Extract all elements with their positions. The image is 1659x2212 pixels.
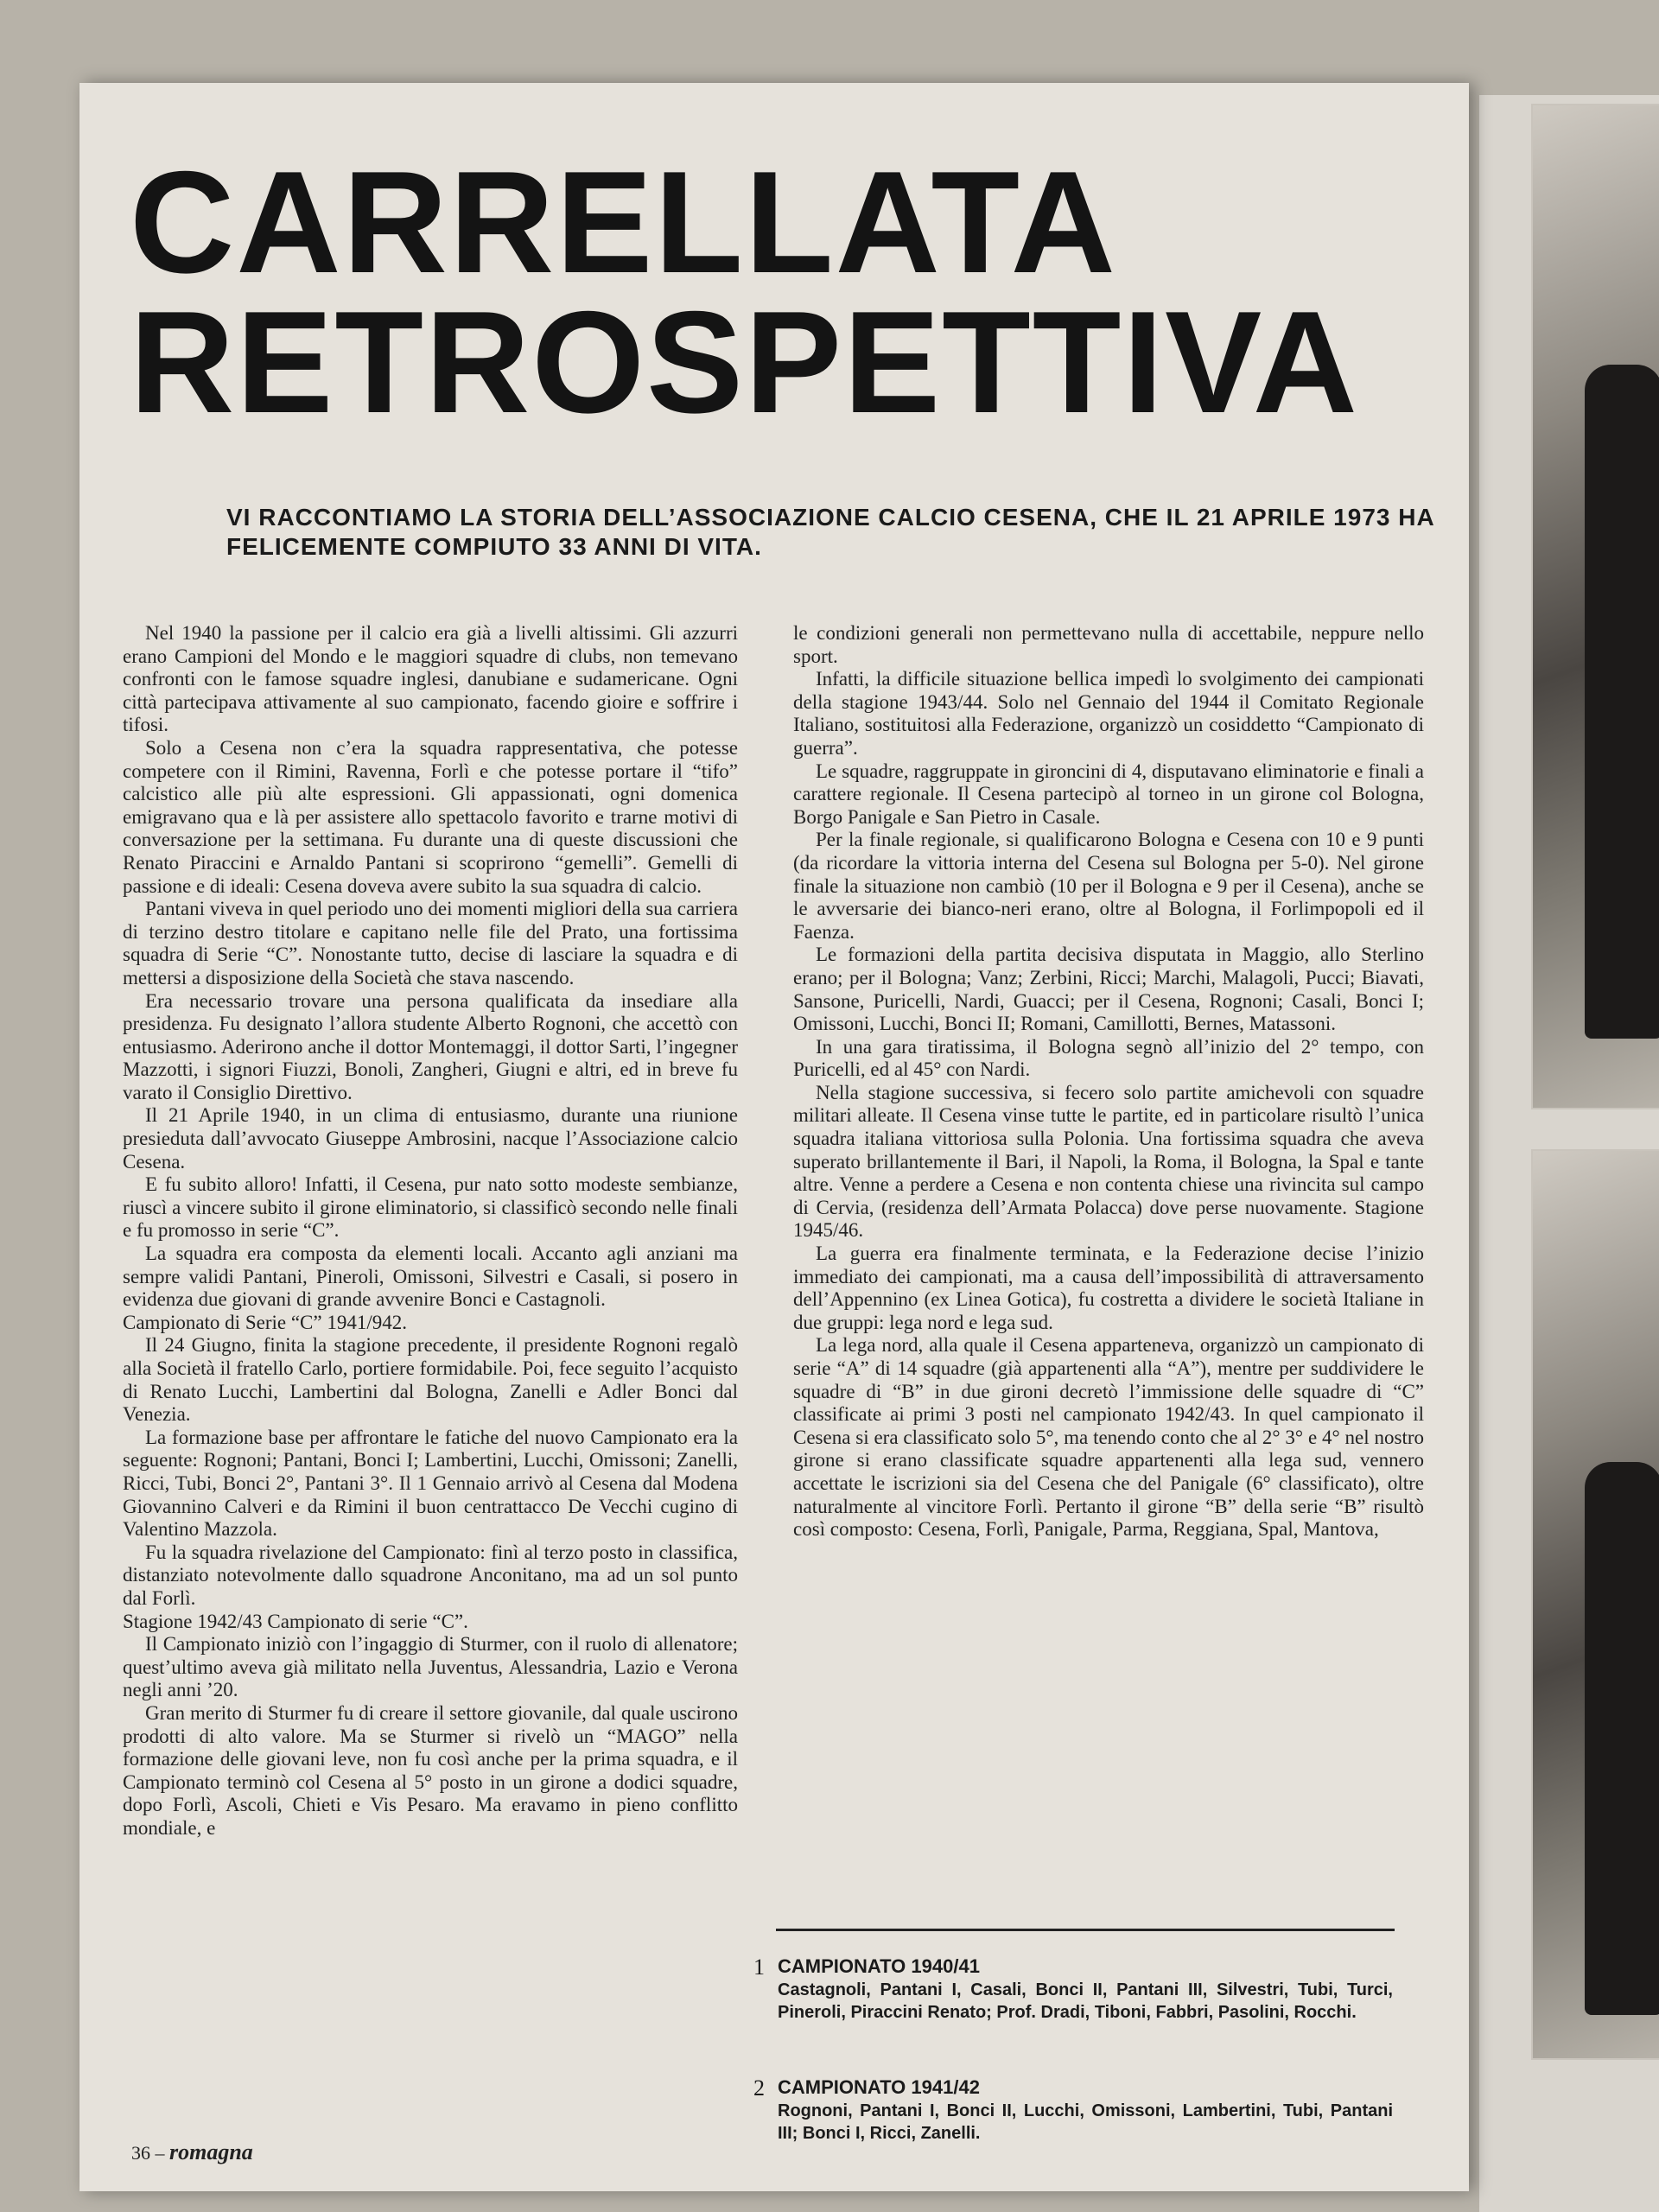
paragraph: Solo a Cesena non c’era la squadra rappresentativa, che potesse competere con il Rimini, Ravenna, Forlì e che potesse portare il “tifo” calcistico alle più alte espressioni. Gli appassionati, ogni domenica emigravano qua e là per assistere allo spettacolo favorito e trarne motivi di conversazione per la settimana. Fu durante una di queste discussioni che Renato Piraccini e Arnaldo Pantani si scoprirono “gemelli”. Gemelli di passione e di ideali: Cesena doveva avere subito la sua squadra di calcio. xyxy=(123,736,738,897)
lineup-box xyxy=(753,1955,1393,2024)
left-text-column xyxy=(123,622,738,1840)
paragraph: Nel 1940 la passione per il calcio era già a livelli altissimi. Gli azzurri erano Campioni del Mondo e le maggiori squadre di clubs, non temevano confronti con le famose squadre inglesi, danubiane e sudamericane. Ogni città partecipava attivamente al suo campionato, facendo gioire e soffrire i tifosi. xyxy=(123,622,738,736)
paragraph: Infatti, la difficile situazione bellica impedì lo svolgimento dei campionati della stagione 1943/44. Solo nel Gennaio del 1944 il Comitato Regionale Italiano, sostituitosi alla Federazione, organizzò un cosiddetto “Campionato di guerra”. xyxy=(793,668,1424,759)
headline-line-2: RETROSPETTIVA xyxy=(130,281,1359,443)
paragraph: Per la finale regionale, si qualificarono Bologna e Cesena con 10 e 9 punti (da ricordare la vittoria interna del Cesena sul Bologna per 5-0). Nel girone finale la situazione non cambiò (10 per il Bologna e 9 per il Cesena), anche se le avversarie dei bianco-neri erano, oltre al Bologna, il Forlimpopoli ed il Faenza. xyxy=(793,829,1424,943)
paragraph: E fu subito alloro! Infatti, il Cesena, pur nato sotto modeste sembianze, riuscì a vincere subito il girone eliminatorio, si classificò secondo nelle finali e fu promosso in serie “C”. xyxy=(123,1173,738,1242)
footer-dash: – xyxy=(155,2142,165,2164)
section-label: Stagione 1942/43 Campionato di serie “C”. xyxy=(123,1610,468,1632)
paragraph: La formazione base per affrontare le fatiche del nuovo Campionato era la seguente: Rognoni; Pantani, Bonci I; Lambertini, Lucchi, Omissoni; Zanelli, Ricci, Tubi, Bonci 2°, Pantani 3°. Il 1 Gennaio arrivò al Cesena dal Modena Giovannino Calveri e da Rimini il buon centrattacco De Vecchi cugino di Valentino Mazzola. xyxy=(123,1426,738,1541)
paragraph: Il 21 Aprile 1940, in un clima di entusiasmo, durante una riunione presieduta dall’avvocato Giuseppe Ambrosini, nacque l’Associazione calcio Cesena. xyxy=(123,1104,738,1173)
lineup-players: Rognoni, Pantani I, Bonci II, Lucchi, Omissoni, Lambertini, Tubi, Pantani III; Bonci I, Ricci, Zanelli. xyxy=(778,2101,1393,2143)
paragraph: La lega nord, alla quale il Cesena apparteneva, organizzò un campionato di serie “A” di 14 squadre (già appartenenti alla “A”), mentre per suddividere le squadre di “B” in due gironi decretò l’immissione delle squadre di “C” classificate ai primi 3 posti nel campionato 1942/43. In quel campionato il Cesena si era classificato solo 5°, ma tenendo conto che al 2° 3° e 4° nel nostro girone si erano classificate squadre appartenenti alla lega sud, vennero accettate le iscrizioni sia del Cesena che del Panigale (6° classificato), oltre naturalmente al vincitore Forlì. Pertanto il girone “B” della serie “B” risultò così composto: Cesena, Forlì, Panigale, Parma, Reggiana, Spal, Mantova, xyxy=(793,1334,1424,1541)
headline xyxy=(130,141,1469,443)
lineup-players: Castagnoli, Pantani I, Casali, Bonci II, Pantani III, Silvestri, Tubi, Turci, Pineroli, Piraccini Renato; Prof. Dradi, Tiboni, Fabbri, Pasolini, Rocchi. xyxy=(778,1980,1393,2022)
paragraph: Il Campionato iniziò con l’ingaggio di Sturmer, con il ruolo di allenatore; quest’ultimo aveva già militato nella Juventus, Alessandria, Lazio e Verona negli anni ’20. xyxy=(123,1633,738,1701)
lineup-number: 1 xyxy=(753,1955,765,1980)
subheading: VI RACCONTIAMO LA STORIA DELL’ASSOCIAZIONE CALCIO CESENA, CHE IL 21 APRILE 1973 HA FELICEMENTE COMPIUTO 33 ANNI DI VITA. xyxy=(226,504,1434,560)
paragraph: Le formazioni della partita decisiva disputata in Maggio, allo Sterlino erano; per il Bologna; Vanz; Zerbini, Ricci; Marchi, Malagoli, Pucci; Biavati, Sansone, Puricelli, Nardi, Guacci; per il Cesena, Rognoni; Casali, Bonci I; Omissoni, Lucchi, Bonci II; Romani, Camillotti, Bernes, Matassoni. xyxy=(793,944,1424,1035)
paragraph: Nella stagione successiva, si fecero solo partite amichevoli con squadre militari alleate. Il Cesena vinse tutte le partite, ed in particolare risultò l’unica squadra italiana vittoriosa sulla Polonia. Una fortissima squadra che aveva superato brillantemente il Bari, il Napoli, la Roma, il Bologna, la Spal e tante altre. Venne a perdere a Cesena e non contenta chiese una rivincita sul campo di Cervia, (residenza dell’Armata Polacca) dove perse nuovamente. Stagione 1945/46. xyxy=(793,1081,1424,1242)
paragraph: Era necessario trovare una persona qualificata da insediare alla presidenza. Fu designato l’allora studente Alberto Rognoni, che accettò con entusiasmo. Aderirono anche il dottor Montemaggi, il dottor Sarti, l’ingegner Mazzotti, i signori Fiuzzi, Bonoli, Zangheri, Giugni e altri, ed in breve fu varato il Consiglio Direttivo. xyxy=(123,989,738,1103)
paragraph: In una gara tiratissima, il Bologna segnò all’inizio del 2° tempo, con Puricelli, ed al 45° con Nardi. xyxy=(793,1035,1424,1081)
player-photo-top xyxy=(1531,104,1659,1109)
magazine-name: romagna xyxy=(169,2139,253,2164)
section-label: Campionato di Serie “C” 1941/942. xyxy=(123,1311,407,1333)
headline-line-1: CARRELLATA xyxy=(130,141,1117,303)
paragraph: La guerra era finalmente terminata, e la Federazione decise l’inizio immediato dei campionati, ma a causa dell’impossibilità di attraversamento dell’Appennino (ex Linea Gotica), fu costretta a dividere le società Italiane in due gruppi: lega nord e lega sud. xyxy=(793,1243,1424,1333)
paragraph: La squadra era composta da elementi locali. Accanto agli anziani ma sempre validi Pantani, Pineroli, Omissoni, Silvestri e Casali, si posero in evidenza due giovani di grande avvenire Bonci e Castagnoli. xyxy=(123,1243,738,1311)
lineup-box xyxy=(753,2075,1393,2145)
lineup-number: 2 xyxy=(753,2075,765,2101)
player-photo-bottom xyxy=(1531,1149,1659,2060)
lineup-title: CAMPIONATO 1941/42 xyxy=(778,2076,980,2098)
page-footer xyxy=(131,2139,253,2165)
player-silhouette xyxy=(1585,365,1659,1039)
player-silhouette xyxy=(1585,1462,1659,2015)
paragraph: Gran merito di Sturmer fu di creare il settore giovanile, dal quale uscirono prodotti di alto valore. Ma se Sturmer si rivelò un “MAGO” nella formazione delle giovani leve, non fu così anche per la prima squadra, e il Campionato terminò col Cesena al 5° posto in un girone a dodici squadre, dopo Forlì, Ascoli, Chieti e Vis Pesaro. Ma eravamo in pieno conflitto mondiale, e xyxy=(123,1701,738,1839)
paragraph: Pantani viveva in quel periodo uno dei momenti migliori della sua carriera di terzino destro titolare e capitano nelle file del Prato, una fortissima squadra di Serie “C”. Nonostante tutto, decise di lasciare la squadra e di mettersi a disposizione della Società che stava nascendo. xyxy=(123,898,738,988)
page-number: 36 xyxy=(131,2142,150,2164)
paragraph: le condizioni generali non permettevano nulla di accettabile, neppure nello sport. xyxy=(793,622,1424,667)
paragraph: Le squadre, raggruppate in gironcini di 4, disputavano eliminatorie e finali a carattere regionale. Il Cesena partecipò al torneo in un girone col Bologna, Borgo Panigale e San Pietro in Casale. xyxy=(793,760,1424,828)
right-text-column xyxy=(793,622,1424,1541)
lineup-title: CAMPIONATO 1940/41 xyxy=(778,1955,980,1977)
adjacent-page xyxy=(1479,95,1659,2212)
magazine-page xyxy=(79,83,1469,2191)
paragraph: Fu la squadra rivelazione del Campionato: finì al terzo posto in classifica, distanziato notevolmente dallo squadrone Anconitano, ma ad un sol punto dal Forlì. xyxy=(123,1541,738,1609)
divider-rule xyxy=(776,1929,1395,1931)
paragraph: Il 24 Giugno, finita la stagione precedente, il presidente Rognoni regalò alla Società il fratello Carlo, portiere formidabile. Poi, fece seguito l’acquisto di Renato Lucchi, Lambertini dal Bologna, Zanelli e Adler Bonci dal Venezia. xyxy=(123,1334,738,1426)
